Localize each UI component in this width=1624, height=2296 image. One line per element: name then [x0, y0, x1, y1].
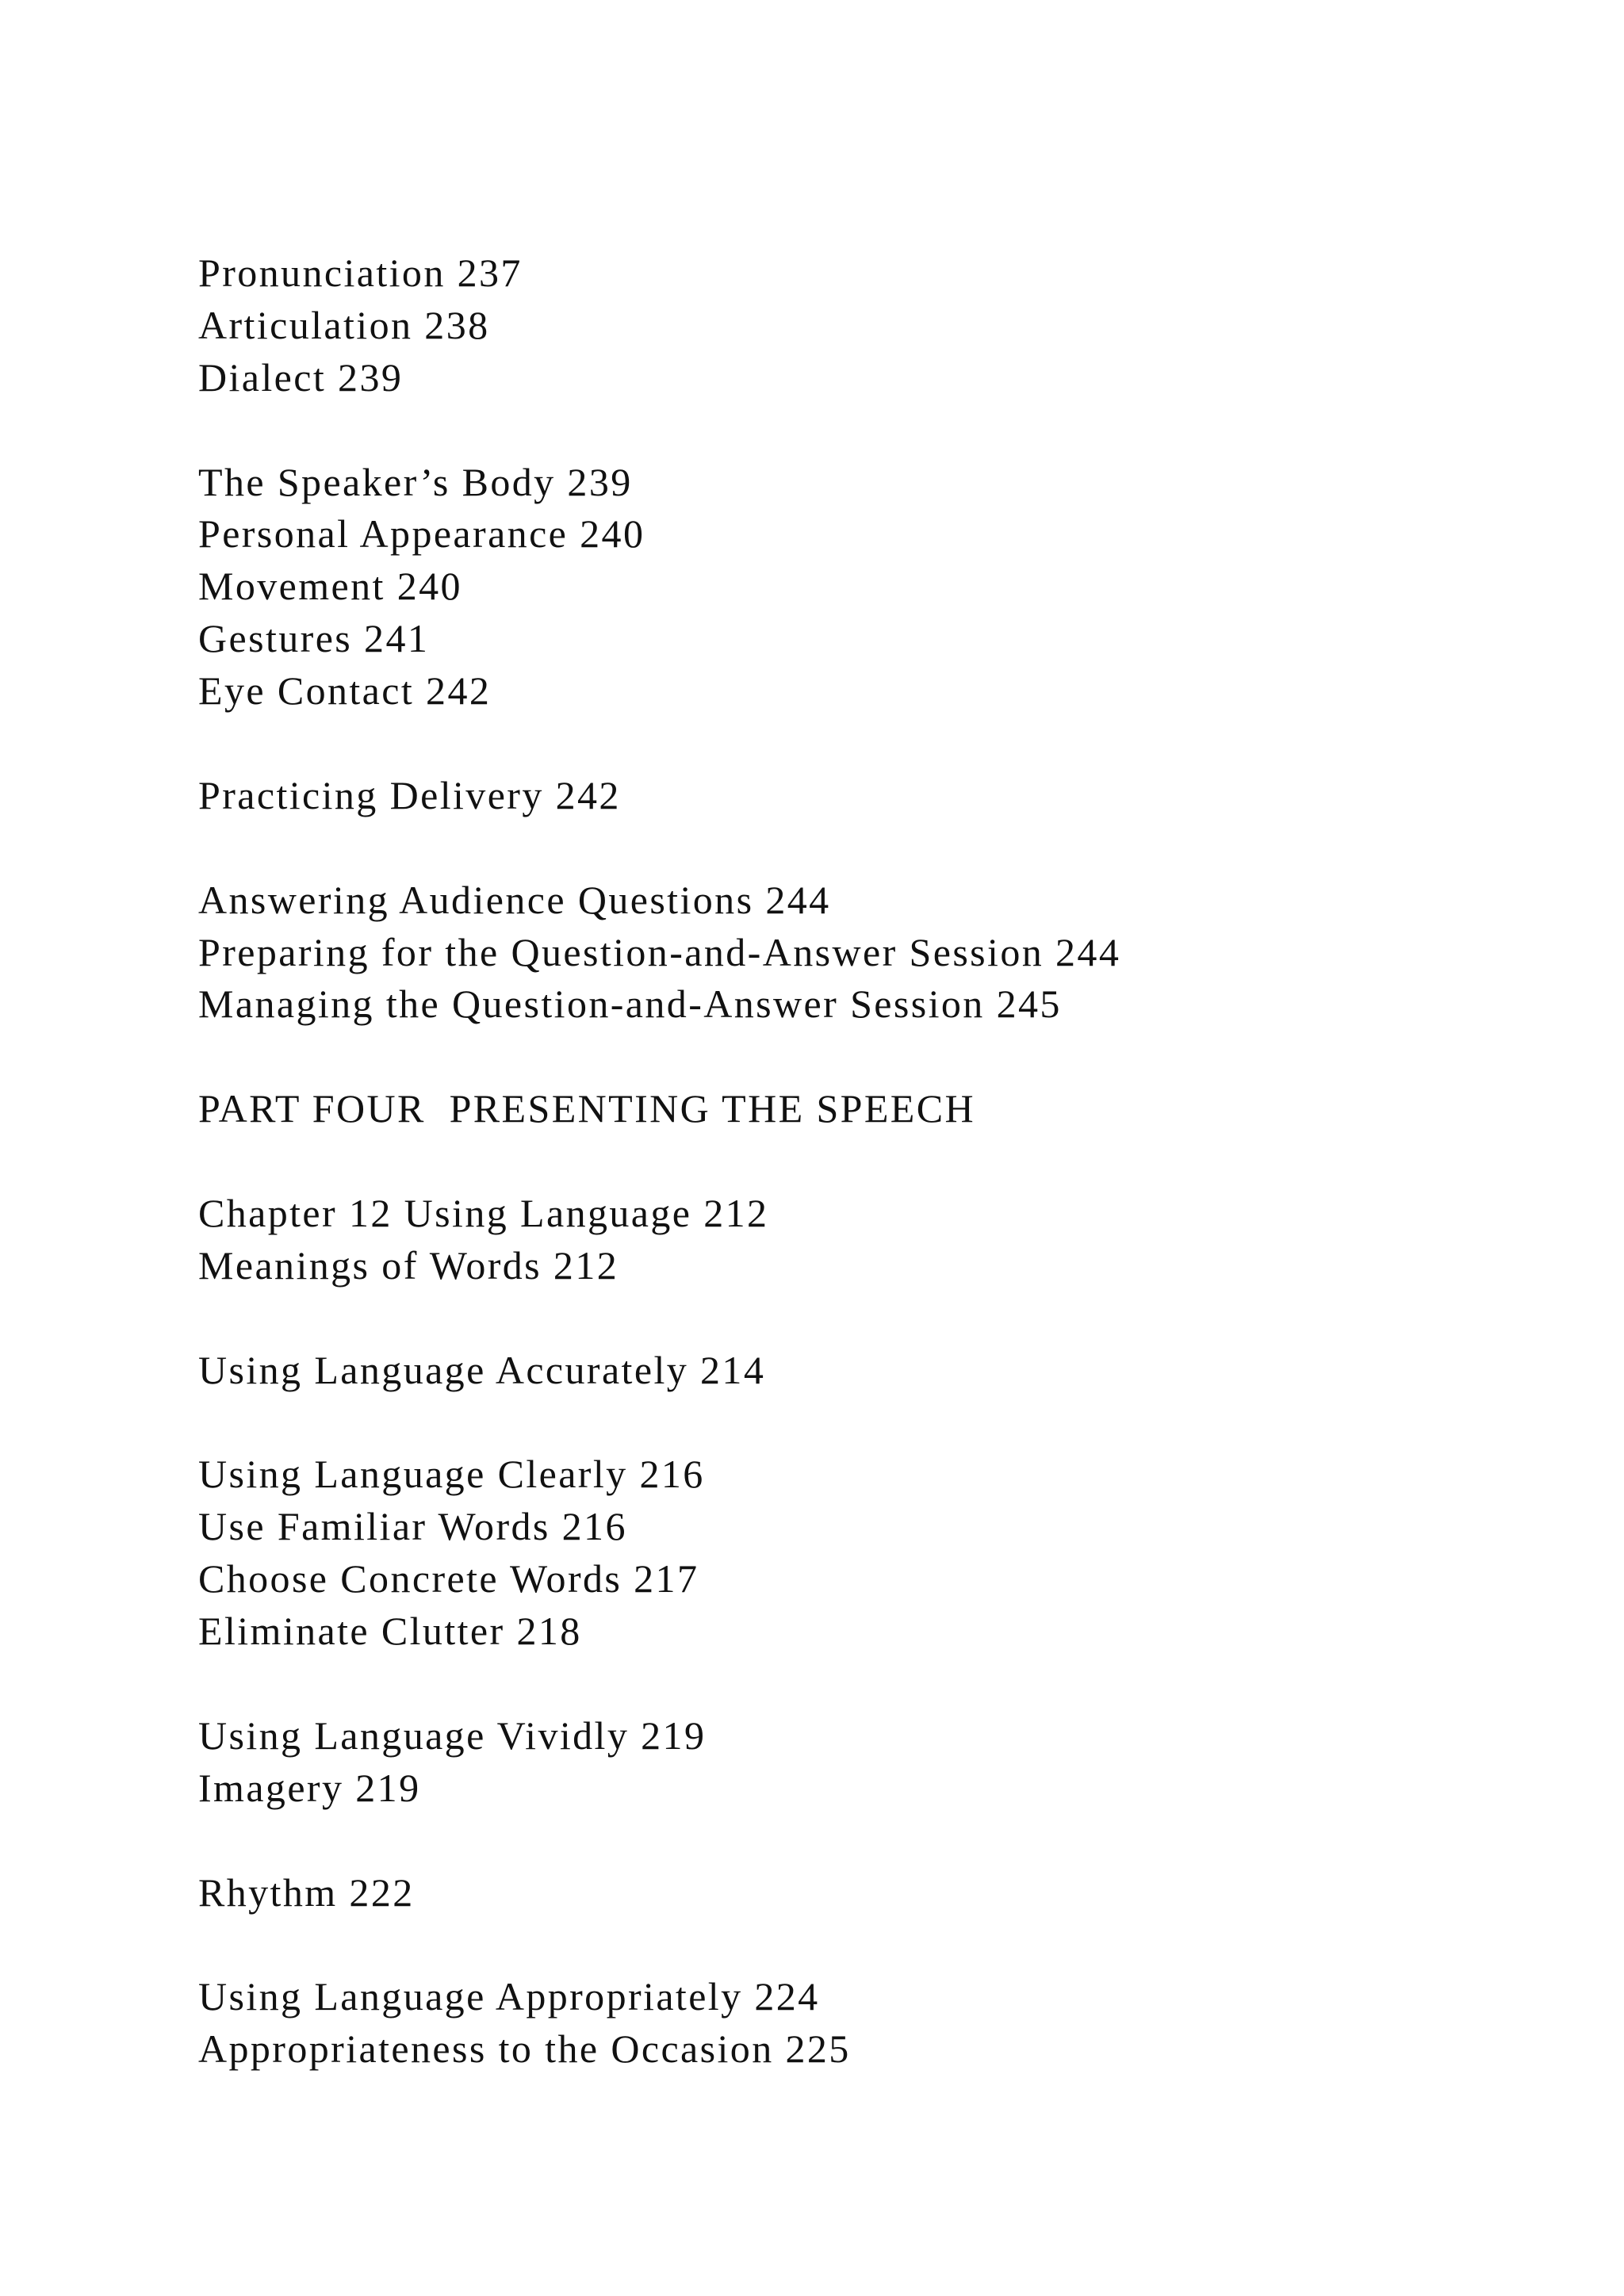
toc-entry: Appropriateness to the Occasion 225	[198, 2026, 851, 2072]
toc-entry: Practicing Delivery 242	[198, 772, 621, 817]
toc-entry: Choose Concrete Words 217	[198, 1556, 699, 1601]
toc-entry: Pronunciation 237	[198, 251, 523, 295]
blank-line	[198, 822, 1546, 874]
toc-entry: Eye Contact 242	[198, 668, 492, 714]
blank-line	[198, 1919, 1546, 1972]
toc-entry: Managing the Question-and-Answer Session 245	[198, 982, 1062, 1027]
toc-entry: Rhythm 222	[198, 1869, 415, 1915]
blank-line	[198, 1135, 1546, 1188]
chapter-heading: Chapter 12 Using Language 212	[198, 1191, 769, 1236]
toc-entry: Movement 240	[198, 564, 462, 609]
toc-entry: Use Familiar Words 216	[198, 1504, 627, 1549]
toc-entry: Using Language Vividly 219	[198, 1712, 707, 1758]
toc-entry: Personal Appearance 240	[198, 511, 645, 557]
toc-entry: Imagery 219	[198, 1765, 421, 1810]
toc-entry: Articulation 238	[198, 302, 490, 347]
blank-line	[198, 718, 1546, 770]
table-of-contents	[198, 247, 1546, 2076]
blank-line	[198, 1815, 1546, 1867]
toc-entry: The Speaker’s Body 239	[198, 459, 633, 504]
toc-entry: Gestures 241	[198, 616, 430, 661]
toc-entry: Meanings of Words 212	[198, 1242, 619, 1288]
part-heading: PART FOUR PRESENTING THE SPEECH	[198, 1086, 975, 1131]
blank-line	[198, 1292, 1546, 1345]
toc-entry: Eliminate Clutter 218	[198, 1609, 582, 1654]
toc-entry: Using Language Appropriately 224	[198, 1974, 820, 2019]
blank-line	[198, 404, 1546, 457]
blank-line	[198, 1658, 1546, 1710]
blank-line	[198, 1031, 1546, 1083]
blank-line	[198, 1397, 1546, 1449]
toc-entry: Using Language Accurately 214	[198, 1347, 766, 1392]
toc-entry: Answering Audience Questions 244	[198, 877, 831, 922]
toc-entry: Preparing for the Question-and-Answer Session 244	[198, 929, 1121, 974]
toc-entry: Using Language Clearly 216	[198, 1452, 705, 1497]
toc-entry: Dialect 239	[198, 354, 404, 400]
